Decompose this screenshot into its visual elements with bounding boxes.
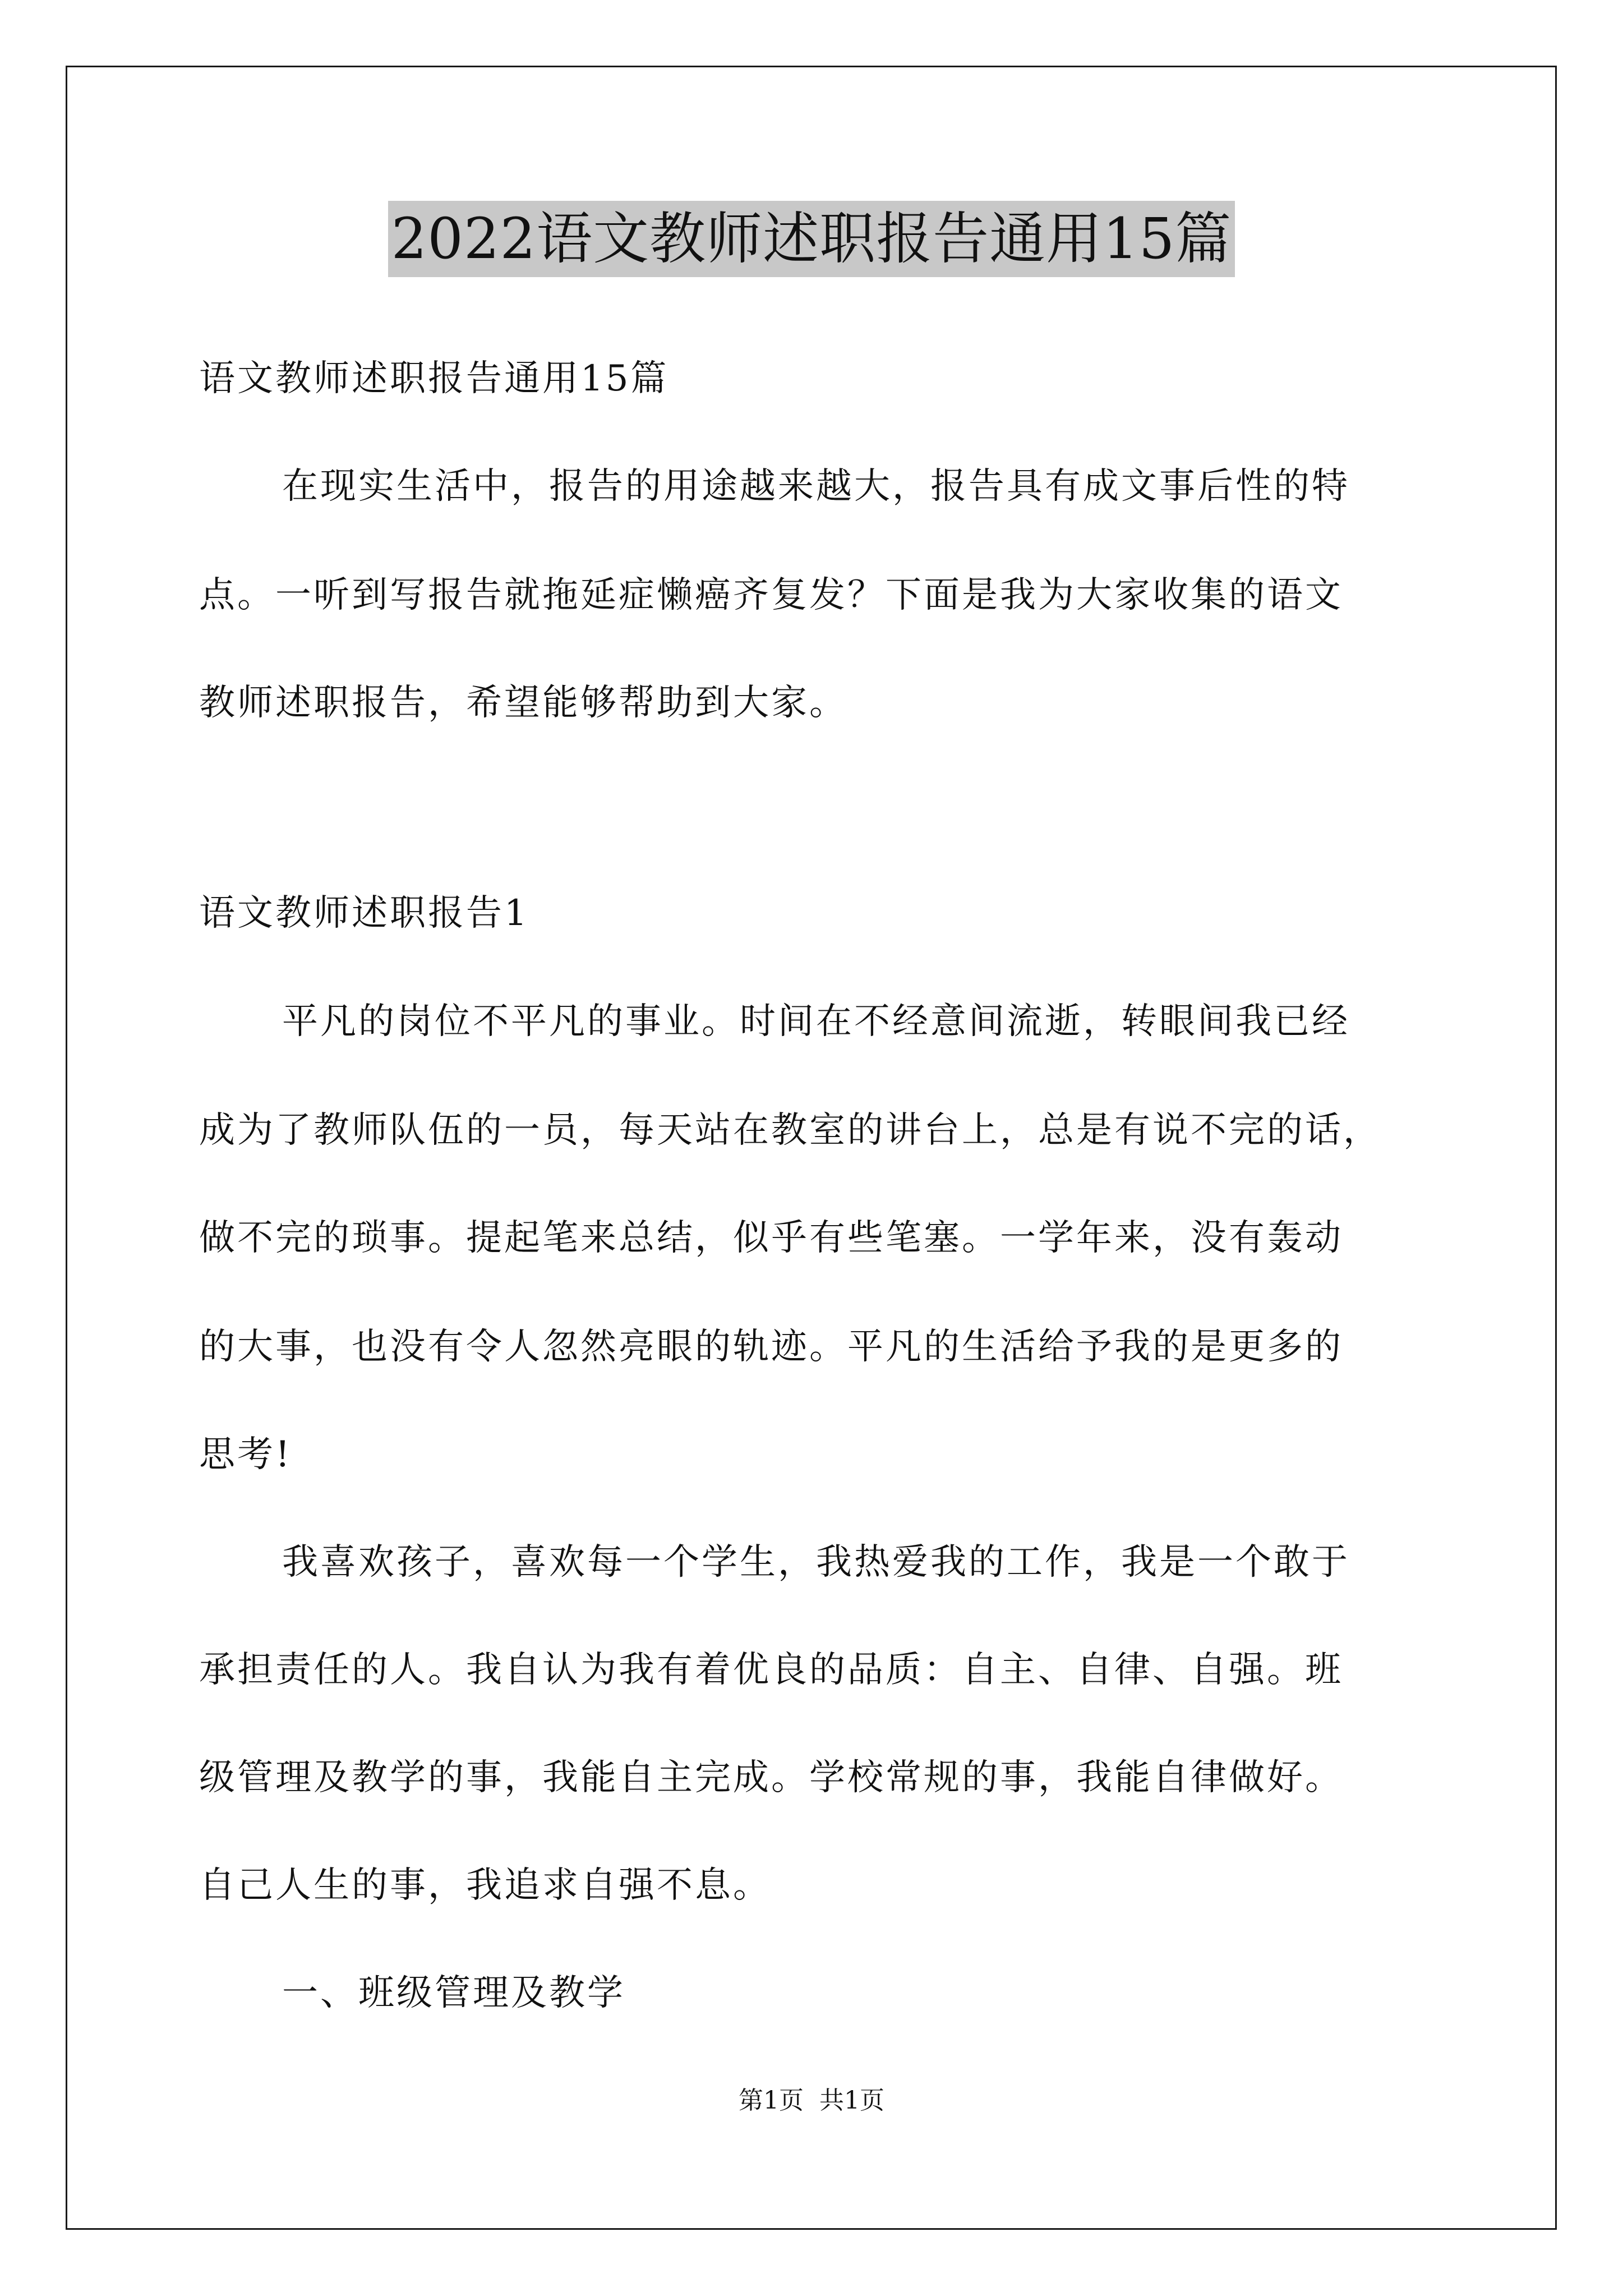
intro-line-1: 在现实生活中，报告的用途越来越大，报告具有成文事后性的特 (282, 466, 1350, 507)
para2-line-2: 承担责任的人。我自认为我有着优良的品质：自主、自律、自强。班 (199, 1649, 1343, 1691)
para1-line-2: 成为了教师队伍的一员，每天站在教室的讲台上，总是有说不完的话， (199, 1110, 1381, 1151)
para1-line-4: 的大事，也没有令人忽然亮眼的轨迹。平凡的生活给予我的是更多的 (199, 1326, 1343, 1368)
intro-line-3: 教师述职报告，希望能够帮助到大家。 (199, 682, 847, 724)
page-number-current: 第1页 (739, 2086, 804, 2115)
para2-line-4: 自己人生的事，我追求自强不息。 (199, 1865, 771, 1906)
para1-line-1: 平凡的岗位不平凡的事业。时间在不经意间流逝，转眼间我已经 (282, 1001, 1350, 1042)
subheading: 一、班级管理及教学 (282, 1972, 625, 2014)
document-subtitle: 语文教师述职报告通用15篇 (199, 358, 669, 399)
para2-line-3: 级管理及教学的事，我能自主完成。学校常规的事，我能自律做好。 (199, 1757, 1343, 1798)
section-heading: 语文教师述职报告1 (199, 892, 529, 934)
para1-line-5: 思考! (199, 1434, 292, 1475)
para2-line-1: 我喜欢孩子，喜欢每一个学生，我热爱我的工作，我是一个敢于 (282, 1542, 1350, 1583)
page-footer (0, 2084, 1623, 2118)
para1-line-3: 做不完的琐事。提起笔来总结，似乎有些笔塞。一学年来，没有轰动 (199, 1217, 1343, 1259)
intro-line-2: 点。一听到写报告就拖延症懒癌齐复发？下面是我为大家收集的语文 (199, 574, 1343, 616)
page-number-total: 共1页 (819, 2086, 884, 2115)
document-title: 2022语文教师述职报告通用15篇 (388, 201, 1235, 277)
title-block (0, 201, 1623, 277)
